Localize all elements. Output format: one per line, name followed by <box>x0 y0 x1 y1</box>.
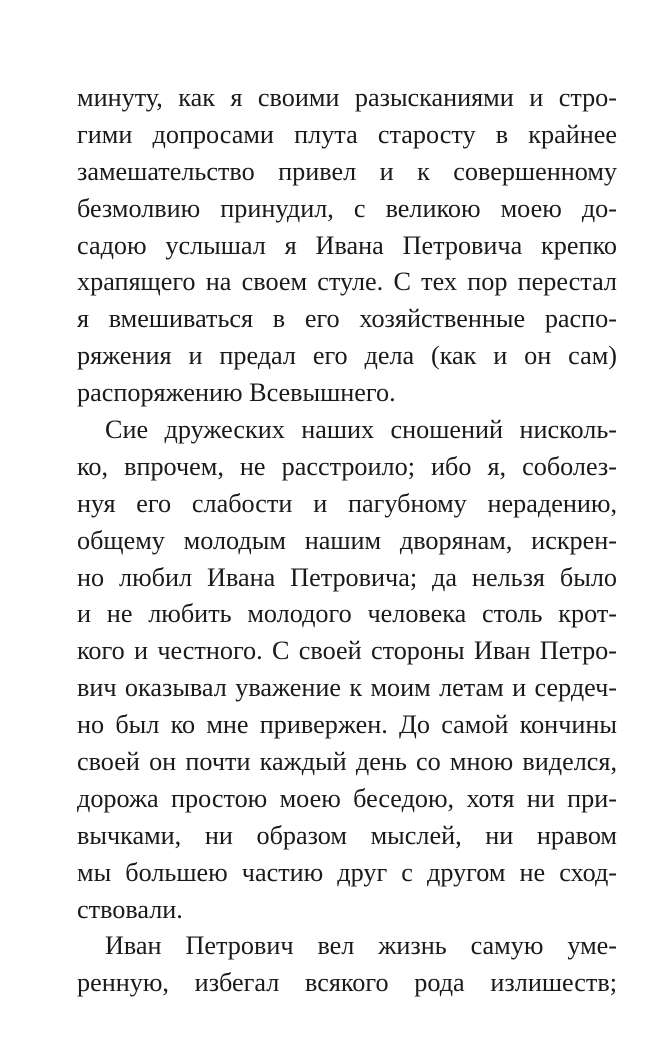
text-line: ренную, избегал всякого рода излишеств; <box>77 968 617 998</box>
text-line: гими допросами плута старосту в крайнее <box>77 119 617 149</box>
text-line: ствовали. <box>77 894 183 924</box>
text-line: замешательство привел и к совершенному <box>77 156 617 186</box>
text-line: дорожа простою моею беседою, хотя ни при- <box>77 783 617 813</box>
text-line: мы большею частию друг с другом не сход- <box>77 857 617 887</box>
text-line: нуя его слабости и пагубному нерадению, <box>77 488 617 518</box>
text-line: я вмешиваться в его хозяйственные распо- <box>77 304 617 334</box>
text-line: общему молодым нашим дворянам, искрен- <box>77 525 617 555</box>
paragraph-3 <box>77 928 617 1002</box>
text-line: кого и честного. С своей стороны Иван Петро- <box>77 636 617 666</box>
text-line: вычками, ни образом мыслей, ни нравом <box>77 820 617 850</box>
book-page-text <box>77 80 617 1002</box>
paragraph-2 <box>77 412 617 928</box>
text-line: Иван Петрович вел жизнь самую уме- <box>105 931 617 961</box>
text-line: ряжения и предал его дела (как и он сам) <box>77 341 617 371</box>
text-line: распоряжению Всевышнего. <box>77 378 396 408</box>
text-line: садою услышал я Ивана Петровича крепко <box>77 230 617 260</box>
text-line: но был ко мне привержен. До самой кончины <box>77 710 617 740</box>
text-line: но любил Ивана Петровича; да нельзя было <box>77 562 617 592</box>
text-line: безмолвию принудил, с великою моею до- <box>77 193 617 223</box>
text-line: минуту, как я своими разысканиями и стро- <box>77 83 617 112</box>
text-line: Сие дружеских наших сношений нисколь- <box>105 415 617 445</box>
text-line: вич оказывал уважение к моим летам и сердеч- <box>77 673 617 703</box>
text-line: своей он почти каждый день со мною виделся, <box>77 747 617 777</box>
text-line: ко, впрочем, не расстроило; ибо я, соболез- <box>77 451 617 481</box>
text-line: и не любить молодого человека столь крот- <box>77 599 617 629</box>
paragraph-1 <box>77 80 617 412</box>
text-line: храпящего на своем стуле. С тех пор перестал <box>77 267 617 297</box>
